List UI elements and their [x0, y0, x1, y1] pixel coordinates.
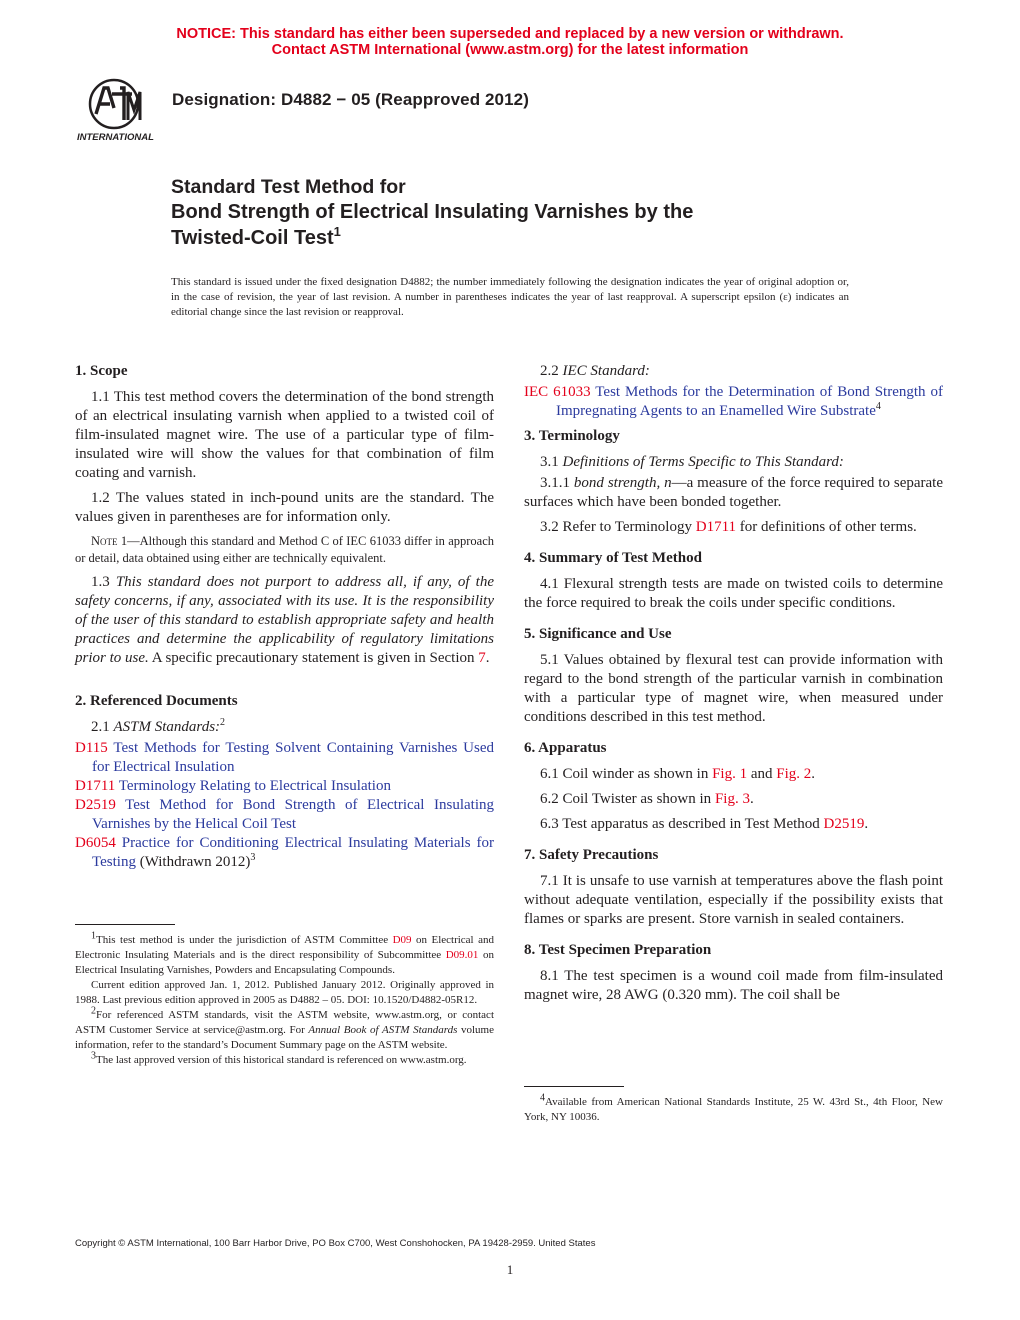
- fig-2-link[interactable]: Fig. 2: [776, 766, 812, 782]
- para-6-1-text: 6.1 Coil winder as shown in: [540, 766, 713, 782]
- footnote-1-b: on Electrical and Electronic Insulating Materials and is the direct responsibility of Subcommittee: [75, 934, 494, 961]
- section-7-link[interactable]: 7: [478, 650, 486, 666]
- designation: Designation: D4882 − 05 (Reapproved 2012): [172, 90, 529, 109]
- ref-d2519[interactable]: [75, 796, 494, 834]
- ref-code[interactable]: IEC 61033: [524, 384, 591, 400]
- right-column: [524, 362, 943, 1011]
- ref-iec-61033[interactable]: [524, 383, 943, 421]
- section-8-heading: 8. Test Specimen Preparation: [524, 942, 712, 958]
- footnote-3: [75, 1050, 494, 1068]
- para-2-1-sup: 2: [220, 717, 226, 728]
- para-1-2: 1.2 The values stated in inch-pound units are the standard. The values given in parentheses are for information only.: [75, 490, 494, 525]
- d1711-link[interactable]: D1711: [695, 519, 737, 535]
- footnote-2-italic: Annual Book of ASTM Standards: [308, 1024, 458, 1036]
- section-5-heading: 5. Significance and Use: [524, 626, 672, 642]
- ref-d115[interactable]: [75, 739, 494, 777]
- footnote-1-c: on Electrical Insulating Varnishes, Powders and Encapsulating Compounds.: [75, 949, 495, 976]
- section-4-heading: 4. Summary of Test Method: [524, 550, 702, 566]
- issued-note: This standard is issued under the fixed designation D4882; the number immediately following the designation indicates the year of original adoption or, in the case of revision, the year of last revision. A number in parentheses indicates the year of last reapproval. A superscript epsilon (ε) indicates an editorial change since the last revision or reapproval.: [171, 276, 849, 318]
- title-line-2: Bond Strength of Electrical Insulating Varnishes by the: [171, 201, 694, 223]
- para-2-1-num: 2.1: [91, 719, 114, 735]
- ref-code[interactable]: D6054: [75, 835, 116, 851]
- ref-code[interactable]: D2519: [75, 797, 116, 813]
- footnotes-right: [524, 1086, 943, 1125]
- d09-link[interactable]: D09: [392, 934, 412, 946]
- para-6-3-end: .: [864, 816, 869, 832]
- para-2-1: [75, 718, 494, 737]
- note-text: 1—Although this standard and Method C of IEC 61033 differ in approach or detail, data obtained using either are technically equivalent.: [75, 534, 494, 565]
- d09-01-link[interactable]: D09.01: [445, 949, 479, 961]
- title-footnote-mark: 1: [333, 224, 341, 239]
- ref-title[interactable]: Test Method for Bond Strength of Electrical Insulating Varnishes by the Helical Coil Test: [92, 797, 494, 832]
- footnote-4-mark: 4: [540, 1092, 545, 1104]
- footnote-2-b: volume information, refer to the standard’s Document Summary page on the ASTM website.: [75, 1024, 494, 1051]
- ref-sup: 3: [250, 852, 256, 863]
- ref-code[interactable]: D115: [75, 740, 108, 756]
- para-8-1: 8.1 The test specimen is a wound coil made from film-insulated magnet wire, 28 AWG (0.320 mm). The coil shall be: [524, 968, 943, 1003]
- ref-sup: 4: [875, 401, 881, 412]
- para-3-1-1-num: 3.1.1: [540, 475, 574, 491]
- footnote-rule: [75, 924, 175, 925]
- footnote-2-mark: 2: [91, 1005, 96, 1017]
- para-5-1: 5.1 Values obtained by flexural test can provide information with regard to the bond strength of the particular varnish in combination with a particular type of magnet wire, when measured under conditions described in this test method.: [524, 652, 943, 725]
- para-3-1-1-italic: bond strength, n: [573, 475, 672, 491]
- footnote-1: [75, 930, 495, 978]
- notice-line-1: NOTICE: This standard has either been superseded and replaced by a new version or withdrawn.: [176, 26, 844, 42]
- para-1-3-tail: A specific precautionary statement is given in Section: [148, 650, 479, 666]
- para-1-3: [75, 573, 494, 668]
- para-4-1: 4.1 Flexural strength tests are made on twisted coils to determine the force required to break the coils under specific conditions.: [524, 576, 943, 611]
- para-3-2-text: 3.2 Refer to Terminology: [540, 519, 696, 535]
- title-line-3: [171, 225, 891, 251]
- para-6-1: [524, 765, 943, 784]
- ref-d1711[interactable]: [75, 777, 494, 796]
- fig-3-link[interactable]: Fig. 3: [714, 791, 750, 807]
- para-6-2-text: 6.2 Coil Twister as shown in: [540, 791, 715, 807]
- section-2-heading: 2. Referenced Documents: [75, 693, 238, 709]
- section-6-heading: 6. Apparatus: [524, 740, 607, 756]
- para-1-1: 1.1 This test method covers the determination of the bond strength of an electrical insulating varnish when applied to a twisted coil of film-insulated magnet wire. The use of a particular type of film-insulated wire will show the values for that combination of film coating and varnish.: [75, 389, 494, 481]
- ref-title[interactable]: Test Methods for the Determination of Bond Strength of Impregnating Agents to an Enamelled Wire Substrate: [556, 384, 943, 419]
- para-3-1-1: [524, 474, 943, 512]
- left-column: [75, 362, 494, 872]
- astm-logo-icon: [74, 74, 160, 146]
- note-1: [75, 533, 494, 567]
- ref-code[interactable]: D1711: [75, 778, 116, 794]
- footnote-rule: [524, 1086, 624, 1087]
- ref-title[interactable]: Terminology Relating to Electrical Insulation: [115, 778, 391, 794]
- para-6-2: [524, 790, 943, 809]
- para-6-3-text: 6.3 Test apparatus as described in Test Method: [540, 816, 824, 832]
- para-2-2-label: IEC Standard:: [562, 363, 650, 379]
- para-3-2-tail: for definitions of other terms.: [736, 519, 917, 535]
- footnote-1-mark: 1: [91, 930, 96, 942]
- para-1-3-num: 1.3: [91, 574, 116, 590]
- section-1-heading: 1. Scope: [75, 363, 128, 379]
- footnote-3-text: The last approved version of this historical standard is referenced on www.astm.org.: [96, 1054, 467, 1066]
- footnotes-left: [75, 924, 494, 1068]
- para-2-2-num: 2.2: [540, 363, 563, 379]
- ref-extra: (Withdrawn 2012): [135, 854, 251, 870]
- para-7-1: 7.1 It is unsafe to use varnish at temperatures above the flash point without adequate ventilation, especially if the possibility exists that flames or sparks are present. Store varnish in sealed containers.: [524, 873, 943, 927]
- para-3-1-num: 3.1: [540, 454, 563, 470]
- para-2-1-label: ASTM Standards:: [113, 719, 221, 735]
- footnote-1-a: This test method is under the jurisdiction of ASTM Committee: [96, 934, 393, 946]
- fig-1-link[interactable]: Fig. 1: [712, 766, 748, 782]
- footnote-4-text: Available from American National Standards Institute, 25 W. 43rd St., 4th Floor, New York, NY 10036.: [524, 1096, 943, 1123]
- para-3-1-1-text: —a measure of the force required to separate surfaces which have been bonded together.: [524, 475, 944, 510]
- d2519-link[interactable]: D2519: [823, 816, 865, 832]
- document-title: [171, 175, 891, 251]
- para-6-1-mid: and: [747, 766, 777, 782]
- title-line-3-text: Twisted-Coil Test: [171, 227, 334, 249]
- para-3-1: [524, 453, 943, 472]
- notice-line-2: Contact ASTM International (www.astm.org) for the latest information: [271, 42, 749, 58]
- footnote-2: [75, 1005, 494, 1053]
- footnote-4: [524, 1092, 943, 1125]
- para-6-3: [524, 815, 943, 834]
- section-7-heading: 7. Safety Precautions: [524, 847, 659, 863]
- ref-title[interactable]: Practice for Conditioning Electrical Insulating Materials for Testing: [92, 835, 494, 870]
- section-3-heading: 3. Terminology: [524, 428, 620, 444]
- ref-title[interactable]: Test Methods for Testing Solvent Containing Varnishes Used for Electrical Insulation: [92, 740, 494, 775]
- para-1-3-italic: This standard does not purport to address all, if any, of the safety concerns, if any, associated with its use. It is the responsibility of the user of this standard to establish appropriate safety and health practices and determine the applicability of regulatory limitations prior to use.: [75, 574, 494, 666]
- ref-d6054[interactable]: [75, 834, 494, 872]
- logo-text: INTERNATIONAL: [77, 132, 154, 143]
- para-2-2: [524, 362, 943, 381]
- para-3-2: [524, 518, 943, 537]
- supersession-notice: [0, 26, 1020, 58]
- para-6-1-end: .: [811, 766, 816, 782]
- footnote-1-edition: Current edition approved Jan. 1, 2012. Published January 2012. Originally approved in 1988. Last previous edition approved in 2005 as D4882 – 05. DOI: 10.1520/D4882-05R12.: [75, 979, 494, 1006]
- page-number: 1: [506, 1262, 514, 1277]
- para-3-1-italic: Definitions of Terms Specific to This Standard:: [562, 454, 844, 470]
- astm-logo: [74, 74, 160, 146]
- note-label: Note: [91, 534, 118, 548]
- title-line-1: Standard Test Method for: [171, 176, 406, 198]
- para-6-2-end: .: [749, 791, 754, 807]
- para-1-3-end: .: [485, 650, 490, 666]
- footnote-3-mark: 3: [91, 1050, 96, 1062]
- copyright: Copyright © ASTM International, 100 Barr Harbor Drive, PO Box C700, West Conshohocken, PA 19428-2959. United States: [75, 1238, 596, 1249]
- footnote-2-a: For referenced ASTM standards, visit the ASTM website, www.astm.org, or contact ASTM Customer Service at service@astm.org. For: [75, 1009, 494, 1036]
